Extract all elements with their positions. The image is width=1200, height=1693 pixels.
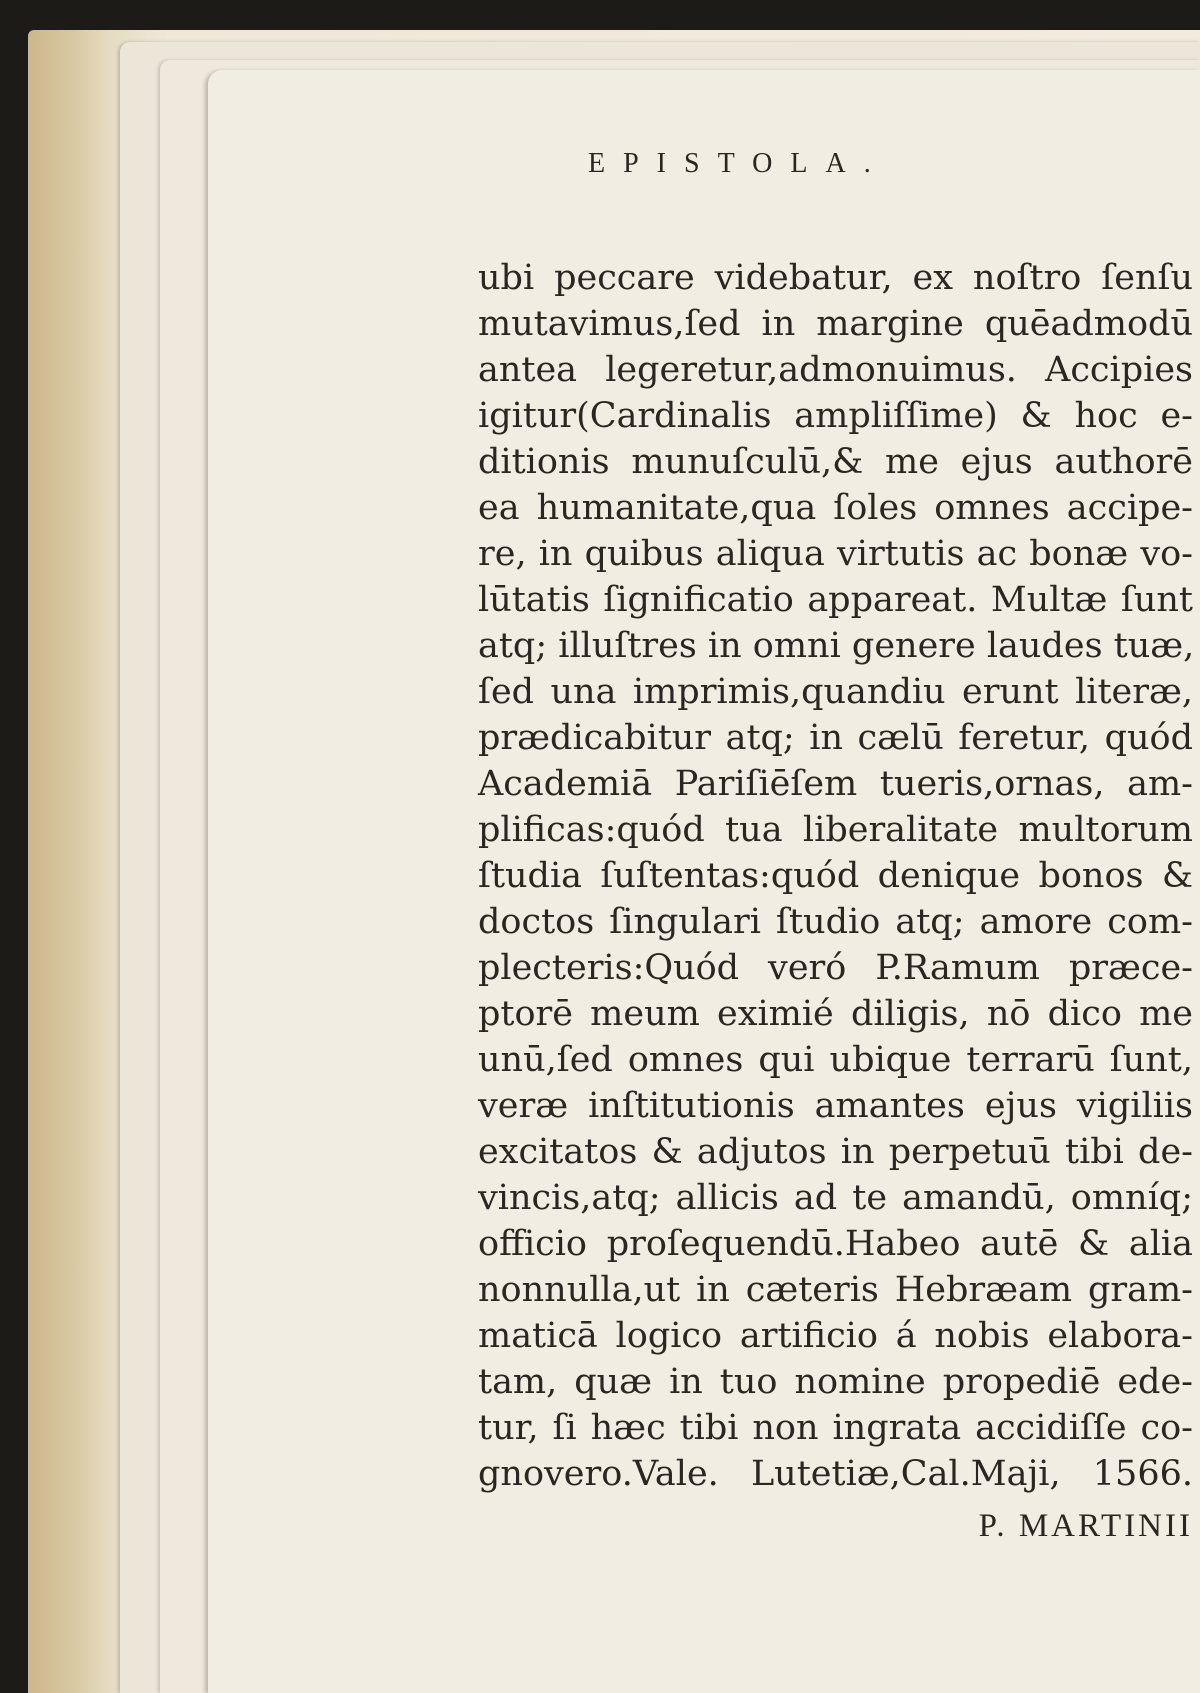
text-line: ea humanitate,qua ſoles omnes accipe- <box>478 488 1193 528</box>
text-line: tam, quæ in tuo nomine propediē ede- <box>478 1362 1193 1402</box>
text-line: maticā logico artificio á nobis elabora- <box>478 1316 1193 1356</box>
text-line: doctos ſingulari ſtudio atq; amore com- <box>478 902 1193 942</box>
text-line: igitur(Cardinalis ampliſſime) & hoc e- <box>478 396 1193 436</box>
text-line: ſed una imprimis,quandiu erunt literæ, <box>478 672 1193 712</box>
text-line: tur, ſi hæc tibi non ingrata accidiſſe co- <box>478 1408 1193 1448</box>
printed-page <box>208 70 1200 1693</box>
text-line: prædicabitur atq; in cælū feretur, quód <box>478 718 1193 758</box>
text-line: officio proſequendū.Habeo autē & alia <box>478 1224 1193 1264</box>
text-line: ubi peccare videbatur, ex noſtro ſenſu <box>478 258 1193 298</box>
text-line: excitatos & adjutos in perpetuū tibi de- <box>478 1132 1193 1172</box>
text-line: plecteris:Quód veró P.Ramum præce- <box>478 948 1193 988</box>
text-line: ſtudia ſuſtentas:quód denique bonos & <box>478 856 1193 896</box>
catchword: P. MARTINII <box>978 1508 1193 1544</box>
text-line: plificas:quód tua liberalitate multorum <box>478 810 1193 850</box>
text-line: mutavimus,ſed in margine quēadmodū <box>478 304 1193 344</box>
text-line: lūtatis ſignificatio appareat. Multæ ſunt <box>478 580 1193 620</box>
running-head: EPISTOLA. <box>588 148 889 179</box>
text-line: veræ inſtitutionis amantes ejus vigiliis <box>478 1086 1193 1126</box>
text-line: antea legeretur,admonuimus. Accipies <box>478 350 1193 390</box>
text-line: atq; illuſtres in omni genere laudes tuæ, <box>478 626 1195 666</box>
text-line: re, in quibus aliqua virtutis ac bonæ vo- <box>478 534 1193 574</box>
text-line: gnovero.Vale. Lutetiæ,Cal.Maji, 1566. <box>478 1454 1193 1494</box>
text-line: Academiā Pariſiēſem tueris,ornas, am- <box>478 764 1193 804</box>
text-line: vincis,atq; allicis ad te amandū, omníq; <box>478 1178 1193 1218</box>
text-line: unū,ſed omnes qui ubique terrarū ſunt, <box>478 1040 1193 1080</box>
text-line: nonnulla,ut in cæteris Hebræam gram- <box>478 1270 1193 1310</box>
text-line: ditionis munuſculū,& me ejus authorē <box>478 442 1193 482</box>
text-line: ptorē meum eximié diligis, nō dico me <box>478 994 1193 1034</box>
